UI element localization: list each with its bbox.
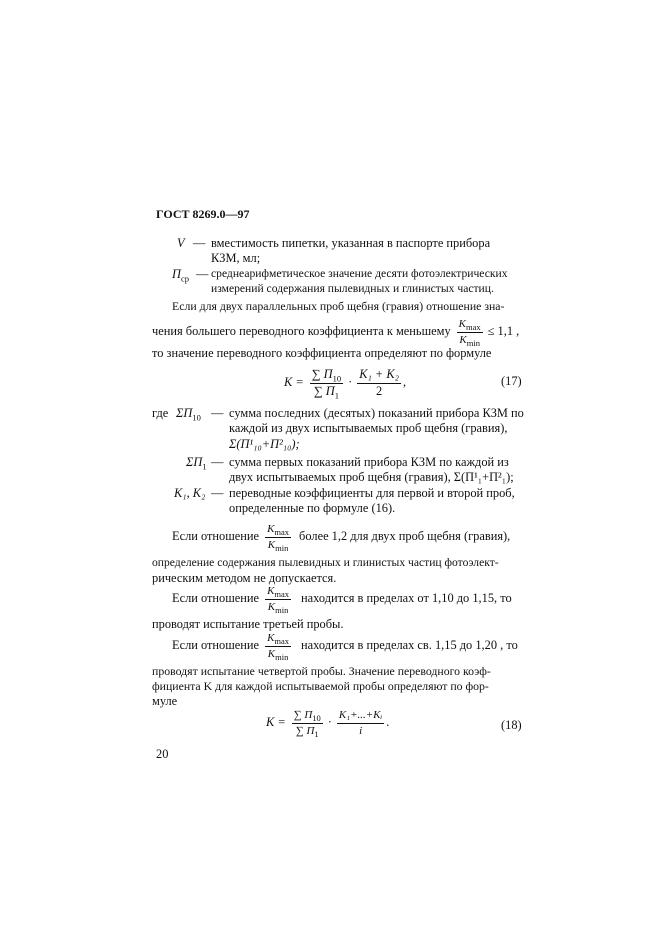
- formula-17-number: (17): [501, 374, 522, 388]
- symbol-k1-k2: K₁, K₂: [174, 486, 206, 500]
- para4-line3: фициента K для каждой испытываемой пробы определяют по фор-: [152, 679, 489, 693]
- ratio-fraction: $\frac{K_{max}}{K_{min}}$: [267, 523, 290, 553]
- dash: —: [211, 406, 224, 420]
- ratio-fraction: $\frac{K_{max}}{K_{min}}$: [267, 632, 290, 662]
- definition-k1-k2-line1: переводные коэффициенты для первой и второй проб,: [229, 486, 515, 500]
- symbol-v: V: [177, 236, 185, 250]
- dash: —: [196, 267, 209, 281]
- ratio-fraction: $\frac{K_{max}}{K_{min}}$: [267, 585, 290, 615]
- definition-k1-k2-line2: определенные по формуле (16).: [229, 501, 396, 515]
- definition-v-line2: КЗМ, мл;: [211, 251, 261, 265]
- para3-line2: проводят испытание третьей пробы.: [152, 617, 344, 631]
- definition-sum-p10-line2: каждой из двух испытываемых проб щебня (гравия),: [229, 421, 508, 435]
- formula-18: K = $\frac{\sum П_{10}}{\sum П_1}$ · $\frac{\text{K₁+...+Kᵢ}}{i}$ .: [266, 709, 390, 739]
- definition-sum-p1-line1: сумма первых показаний прибора КЗМ по каждой из: [229, 455, 509, 469]
- page-number: 20: [156, 747, 169, 761]
- definition-v-line1: вместимость пипетки, указанная в паспорте прибора: [211, 236, 491, 250]
- para1-line3: то значение переводного коэффициента определяют по формуле: [152, 346, 492, 360]
- para2-line3: рическим методом не допускается.: [152, 571, 337, 585]
- symbol-sum-p1: $\Sigma П_1$: [186, 455, 207, 472]
- para4-line4: муле: [152, 694, 178, 708]
- definition-p-avg-line1: среднеарифметическое значение десяти фотоэлектрических: [211, 267, 508, 280]
- para2-line1: Если отношение $\frac{K_{max}}{K_{min}}$ более 1,2 для двух проб щебня (гравия),: [172, 523, 511, 553]
- para4-line1: Если отношение $\frac{K_{max}}{K_{min}}$ находится в пределах св. 1,15 до 1,20 , то: [172, 632, 518, 662]
- symbol-sum-p10: $\Sigma П_{10}$: [176, 406, 201, 423]
- symbol-p-avg: $П_{ср}$: [172, 267, 189, 284]
- definition-sum-p10-line1: сумма последних (десятых) показаний прибора КЗМ по: [229, 406, 524, 420]
- para2-line2: определение содержания пылевидных и глинистых частиц фотоэлект-: [152, 556, 499, 569]
- dash: —: [193, 236, 206, 250]
- where-label: где: [152, 406, 169, 420]
- formula-17: K = $\frac{\sum П_{10}}{\sum П_1}$ · $\frac{\text{K₁ + K₂}}{2}$ ,: [284, 366, 407, 400]
- para1-line2-text: чения большего переводного коэффициента к меньшему: [152, 324, 451, 339]
- formula-17-fraction1: $\frac{\sum П_{10}}{\sum П_1}$: [311, 366, 342, 400]
- para3-line1: Если отношение $\frac{K_{max}}{K_{min}}$ находится в пределах от 1,10 до 1,15, то: [172, 585, 512, 615]
- ratio-fraction: $\frac{K_{max}}{K_{min}}$: [458, 318, 481, 348]
- para4-line2: проводят испытание четвертой пробы. Значение переводного коэф-: [152, 664, 491, 678]
- formula-17-fraction2: $\frac{\text{K₁ + K₂}}{2}$: [359, 366, 399, 398]
- formula-18-number: (18): [501, 718, 522, 732]
- formula-18-fraction1: $\frac{\sum П_{10}}{\sum П_1}$: [293, 709, 321, 739]
- para1-line1: Если для двух параллельных проб щебня (гравия) отношение зна-: [172, 299, 505, 313]
- definition-sum-p10-line3: Σ(П¹₁₀+П²₁₀);: [229, 437, 300, 451]
- ratio-limit: ≤ 1,1 ,: [487, 324, 520, 339]
- dash: —: [211, 486, 224, 500]
- dash: —: [211, 455, 224, 469]
- formula-18-fraction2: $\frac{\text{K₁+...+Kᵢ}}{i}$: [338, 709, 383, 737]
- definition-p-avg-line2: измерений содержания пылевидных и глинистых частиц.: [211, 282, 494, 295]
- definition-sum-p1-line2: двух испытываемых проб щебня (гравия), Σ(П¹₁+П²₁);: [229, 470, 514, 484]
- document-header: ГОСТ 8269.0—97: [156, 207, 250, 221]
